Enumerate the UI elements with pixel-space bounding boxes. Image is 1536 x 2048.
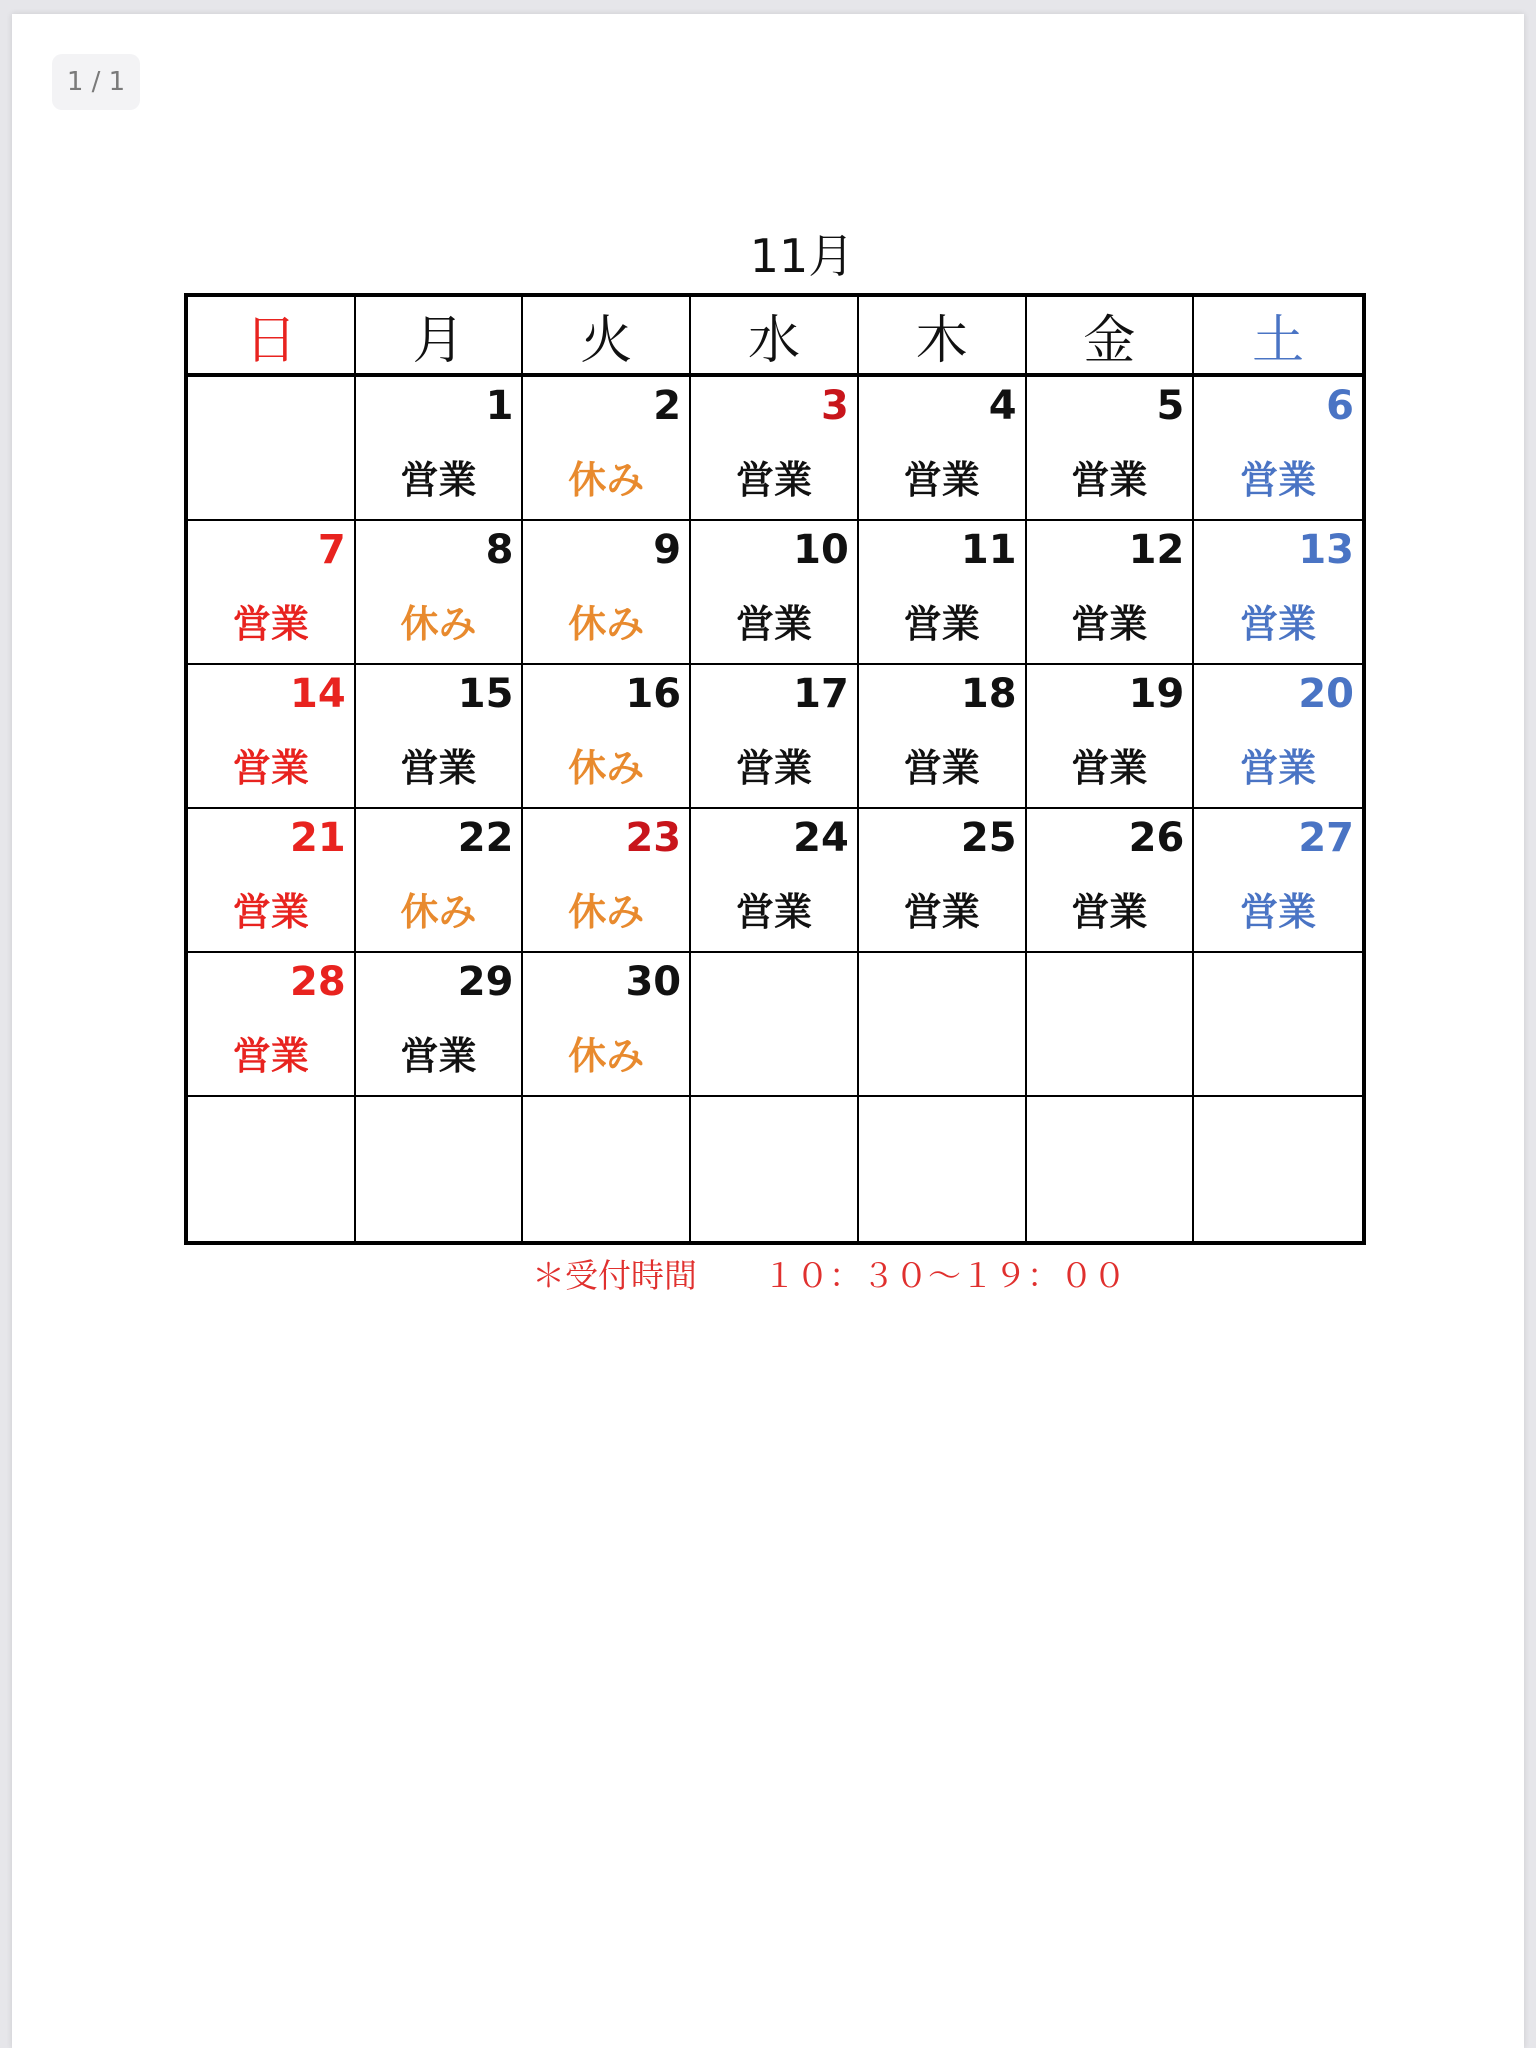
weekday-label: 火 (580, 310, 633, 371)
day-number: 14 (290, 671, 346, 717)
day-number: 4 (988, 383, 1017, 429)
reception-hours-note: ＊受付時間 １０：３０～１９：００ (532, 1256, 1126, 1295)
weekday-header-thu (859, 297, 1027, 377)
day-cell (691, 665, 859, 809)
day-cell (523, 665, 691, 809)
day-cell (188, 809, 356, 953)
day-cell (356, 809, 524, 953)
weekday-label: 日 (244, 310, 297, 371)
day-status: 営業 (1240, 458, 1317, 502)
day-number: 6 (1326, 383, 1354, 429)
day-status: 営業 (903, 890, 980, 934)
day-cell (1194, 377, 1362, 521)
day-cell (859, 521, 1027, 665)
day-status: 休み (400, 890, 477, 934)
day-number: 27 (1298, 815, 1354, 861)
day-number: 15 (457, 671, 514, 717)
weekday-header-fri (1027, 297, 1195, 377)
day-cell (1027, 665, 1195, 809)
day-cell (1194, 665, 1362, 809)
day-status: 休み (568, 746, 645, 790)
day-cell (523, 521, 691, 665)
weekday-label: 土 (1252, 310, 1305, 371)
day-cell (691, 521, 859, 665)
day-cell (1027, 521, 1195, 665)
day-cell (1027, 809, 1195, 953)
day-cell (1194, 521, 1362, 665)
day-status: 営業 (232, 746, 309, 790)
weekday-header-mon (356, 297, 524, 377)
day-cell (523, 377, 691, 521)
day-status: 休み (568, 602, 645, 646)
day-status: 営業 (1071, 746, 1148, 790)
day-number: 12 (1128, 527, 1185, 573)
day-cell (1194, 809, 1362, 953)
day-cell (691, 809, 859, 953)
day-number: 7 (317, 527, 346, 573)
day-status: 営業 (903, 458, 980, 502)
empty-day-cell (691, 953, 859, 1097)
day-number: 26 (1128, 815, 1185, 861)
day-number: 11 (960, 527, 1017, 573)
day-status: 営業 (400, 746, 477, 790)
day-number: 24 (793, 815, 849, 861)
empty-day-cell (691, 1097, 859, 1241)
day-number: 13 (1298, 527, 1354, 573)
day-cell (356, 521, 524, 665)
day-status: 休み (568, 458, 645, 502)
day-number: 1 (485, 383, 514, 429)
calendar-grid (184, 293, 1366, 1245)
day-cell (356, 953, 524, 1097)
day-number: 19 (1128, 671, 1185, 717)
day-status: 営業 (735, 458, 812, 502)
day-cell (188, 953, 356, 1097)
day-number: 16 (625, 671, 682, 717)
empty-day-cell (1194, 1097, 1362, 1241)
empty-day-cell (859, 1097, 1027, 1241)
day-number: 3 (821, 383, 849, 429)
day-status: 営業 (400, 1034, 477, 1078)
day-number: 29 (457, 959, 514, 1005)
day-number: 10 (793, 527, 849, 573)
day-status: 営業 (735, 746, 812, 790)
empty-day-cell (1027, 953, 1195, 1097)
day-status: 営業 (1071, 890, 1148, 934)
day-status: 営業 (232, 1034, 309, 1078)
day-number: 28 (290, 959, 346, 1005)
month-title: 11月 (749, 229, 855, 283)
empty-day-cell (188, 377, 356, 521)
weekday-label: 金 (1083, 310, 1136, 371)
weekday-header-sun (188, 297, 356, 377)
day-number: 2 (653, 383, 682, 429)
day-status: 営業 (1071, 602, 1148, 646)
day-status: 営業 (735, 890, 812, 934)
day-cell (188, 521, 356, 665)
day-number: 30 (625, 959, 682, 1005)
day-number: 22 (457, 815, 514, 861)
day-status: 営業 (232, 602, 309, 646)
page-indicator: 1 / 1 (52, 54, 140, 110)
weekday-header-sat (1194, 297, 1362, 377)
day-number: 20 (1298, 671, 1354, 717)
day-status: 営業 (903, 746, 980, 790)
empty-day-cell (1027, 1097, 1195, 1241)
day-status: 営業 (903, 602, 980, 646)
day-number: 23 (625, 815, 682, 861)
day-status: 営業 (400, 458, 477, 502)
day-number: 17 (793, 671, 849, 717)
day-status: 休み (568, 890, 645, 934)
day-cell (859, 377, 1027, 521)
weekday-label: 水 (747, 310, 800, 371)
day-number: 18 (960, 671, 1017, 717)
empty-day-cell (523, 1097, 691, 1241)
weekday-label: 木 (915, 310, 968, 371)
empty-day-cell (1194, 953, 1362, 1097)
day-status: 営業 (232, 890, 309, 934)
empty-day-cell (356, 1097, 524, 1241)
day-status: 営業 (1071, 458, 1148, 502)
weekday-label: 月 (412, 310, 465, 371)
day-number: 9 (653, 527, 682, 573)
day-cell (188, 665, 356, 809)
document-page (12, 14, 1524, 2048)
empty-day-cell (188, 1097, 356, 1241)
day-cell (1027, 377, 1195, 521)
empty-day-cell (859, 953, 1027, 1097)
weekday-header-wed (691, 297, 859, 377)
day-number: 8 (485, 527, 514, 573)
day-number: 25 (960, 815, 1017, 861)
day-cell (691, 377, 859, 521)
day-cell (523, 953, 691, 1097)
day-status: 営業 (735, 602, 812, 646)
day-status: 営業 (1240, 890, 1317, 934)
weekday-header-tue (523, 297, 691, 377)
day-number: 21 (290, 815, 346, 861)
day-status: 営業 (1240, 602, 1317, 646)
day-status: 休み (400, 602, 477, 646)
day-status: 営業 (1240, 746, 1317, 790)
day-cell (859, 809, 1027, 953)
day-status: 休み (568, 1034, 645, 1078)
day-number: 5 (1156, 383, 1185, 429)
day-cell (859, 665, 1027, 809)
day-cell (356, 377, 524, 521)
day-cell (356, 665, 524, 809)
day-cell (523, 809, 691, 953)
